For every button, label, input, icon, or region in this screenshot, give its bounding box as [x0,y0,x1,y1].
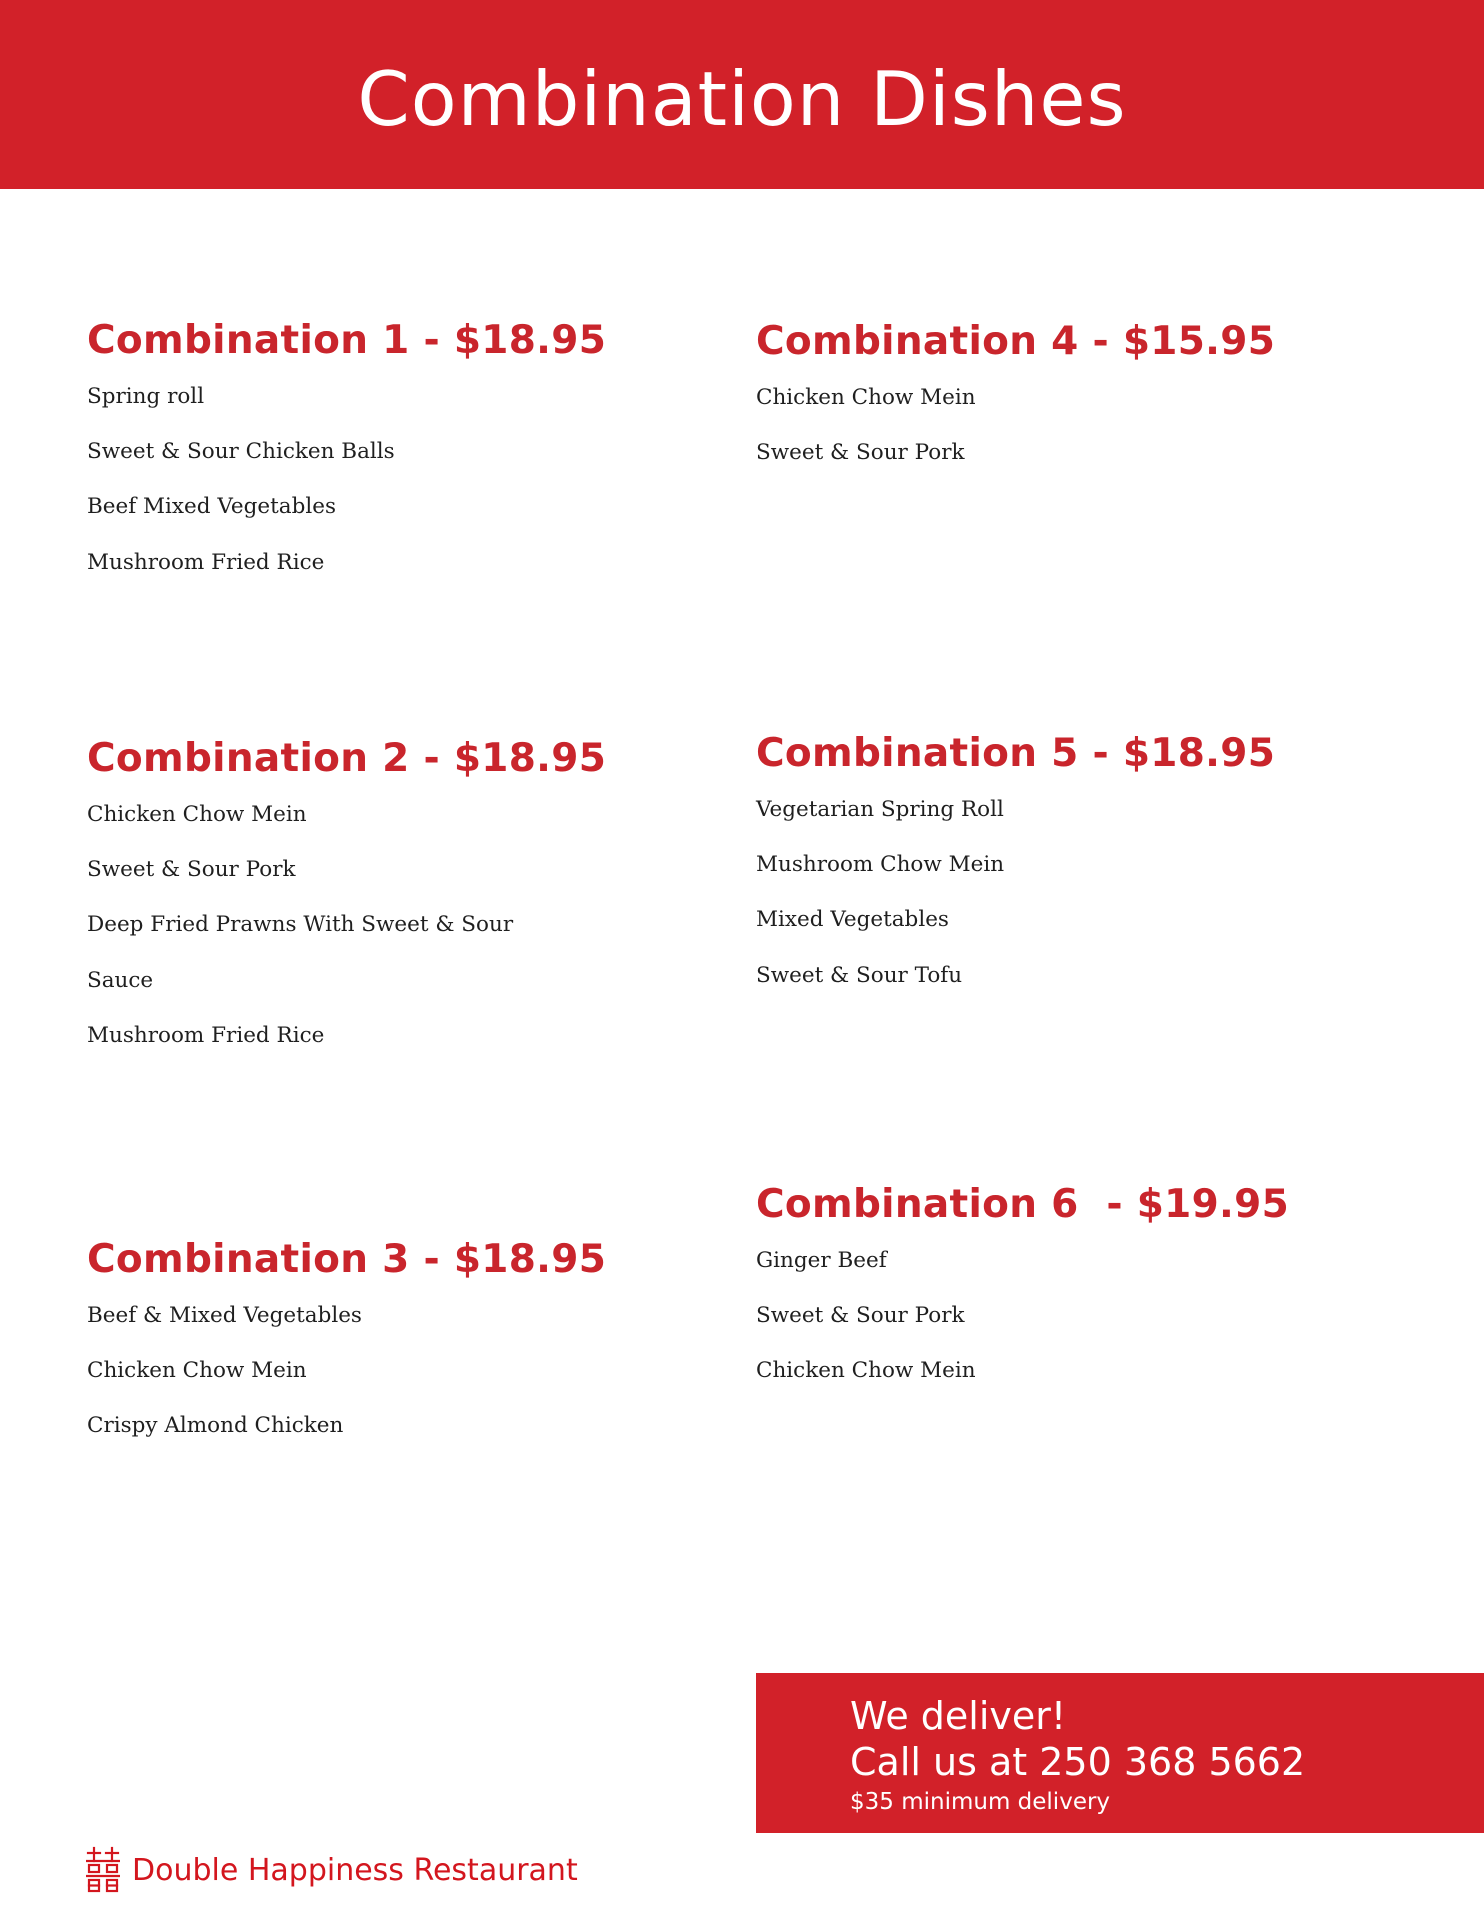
combination-title: Combination 3 - $18.95 [87,1237,607,1282]
page-header [0,0,1484,189]
dish-item: Sweet & Sour Pork [756,1303,965,1329]
dish-item: Mushroom Fried Rice [87,1022,325,1048]
dish-item: Beef & Mixed Vegetables [87,1303,362,1328]
combination-title: Combination 4 - $15.95 [756,319,1276,364]
dish-item: Chicken Chow Mein [756,1358,976,1384]
dish-list [87,379,606,600]
dish-item: Sweet & Sour Chicken Balls [87,439,395,465]
dish-list [756,1243,1289,1409]
combination-title: Combination 5 - $18.95 [756,731,1276,776]
combination-2 [87,736,606,1073]
dish-item: Spring roll [87,384,205,409]
dish-list [756,380,1275,490]
dish-item: Beef Mixed Vegetables [87,494,336,520]
dish-item: Ginger Beef [756,1248,887,1273]
dish-item: Sweet & Sour Tofu [756,962,963,988]
restaurant-name: Double Happiness Restaurant [132,1852,578,1888]
dish-item: Mixed Vegetables [756,907,949,933]
dish-list [87,1298,606,1464]
delivery-headline: We deliver! [850,1694,1067,1738]
page-title: Combination Dishes [357,54,1127,143]
delivery-banner [756,1673,1484,1833]
dish-item: Crispy Almond Chicken [87,1413,344,1439]
combination-title: Combination 2 - $18.95 [87,736,607,781]
dish-item: Sauce [87,967,154,993]
dish-item: Vegetarian Spring Roll [756,797,1004,822]
dish-item: Chicken Chow Mein [87,1358,307,1384]
dish-item: Chicken Chow Mein [87,802,307,827]
double-happiness-icon [86,1846,120,1894]
combination-3 [87,1237,606,1464]
dish-item: Deep Fried Prawns With Sweet & Sour [87,912,514,938]
combination-4 [756,319,1275,490]
combination-title: Combination 1 - $18.95 [87,318,607,363]
dish-item: Mushroom Chow Mein [756,852,1005,878]
delivery-phone: Call us at 250 368 5662 [850,1740,1306,1784]
combination-6 [756,1182,1289,1409]
restaurant-brand [86,1845,578,1895]
dish-item: Sweet & Sour Pork [87,857,296,883]
dish-list [756,792,1275,1013]
combination-1 [87,318,606,600]
dish-item: Sweet & Sour Pork [756,440,965,466]
dish-item: Mushroom Fried Rice [87,549,325,575]
combination-title: Combination 6 - $19.95 [756,1182,1290,1227]
dish-item: Chicken Chow Mein [756,385,976,410]
delivery-minimum: $35 minimum delivery [850,1789,1111,1815]
combination-5 [756,731,1275,1013]
dish-list [87,797,606,1073]
